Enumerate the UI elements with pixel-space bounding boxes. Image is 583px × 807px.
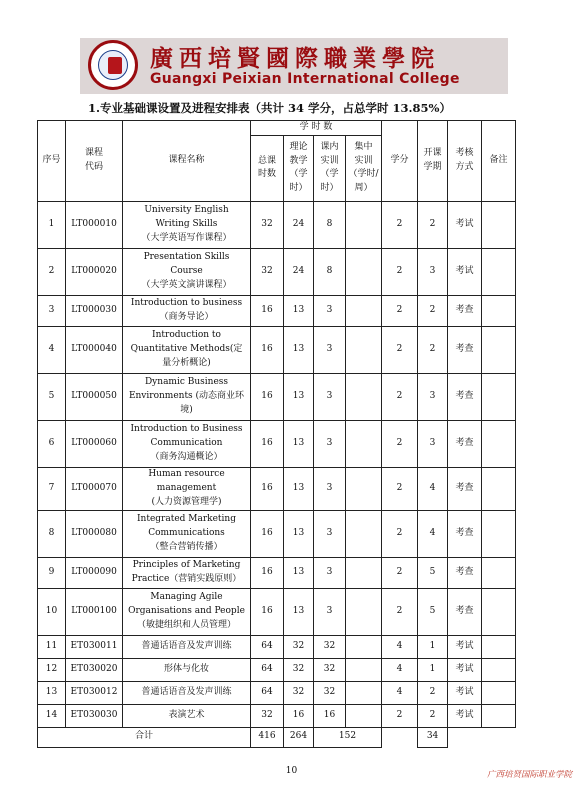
header-term: 开课 学期 [418,121,448,202]
cell-theory: 13 [284,557,314,588]
cell-code: LT000010 [66,201,123,248]
cell-intensive [346,373,382,420]
cell-credit: 2 [382,326,418,373]
header-remark: 备注 [482,121,516,202]
cell-seq: 8 [38,510,66,557]
cell-intensive [346,201,382,248]
table-row [38,248,545,295]
cell-practice: 32 [314,635,346,658]
cell-name: Dynamic Business Environments (动态商业环 境) [123,373,251,420]
cell-theory: 13 [284,420,314,467]
cell-practice: 8 [314,201,346,248]
cell-seq: 12 [38,658,66,681]
cell-total: 16 [251,557,284,588]
cell-practice: 3 [314,510,346,557]
totals-intensive-empty [382,727,418,747]
cell-theory: 13 [284,467,314,510]
footer-college-logo: 广西培贤国际职业学院 [486,770,572,780]
cell-total: 64 [251,681,284,704]
cell-credit: 2 [382,248,418,295]
cell-theory: 32 [284,681,314,704]
table-row [38,373,545,420]
cell-practice: 3 [314,295,346,326]
cell-practice: 16 [314,704,346,727]
cell-practice: 3 [314,557,346,588]
cell-total: 32 [251,248,284,295]
cell-exam: 考查 [448,295,482,326]
cell-seq: 2 [38,248,66,295]
cell-term: 2 [418,326,448,373]
cell-remark [482,588,516,635]
header-total: 总课 时数 [251,135,284,201]
cell-intensive [346,557,382,588]
cell-credit: 4 [382,635,418,658]
cell-credit: 2 [382,588,418,635]
cell-credit: 2 [382,557,418,588]
cell-theory: 13 [284,326,314,373]
cell-code: LT000090 [66,557,123,588]
cell-total: 16 [251,326,284,373]
table-row [38,420,545,467]
cell-code: ET030012 [66,681,123,704]
totals-credit: 34 [418,727,448,747]
cell-remark [482,373,516,420]
table-row [38,201,545,248]
cell-term: 2 [418,681,448,704]
cell-total: 64 [251,658,284,681]
cell-seq: 1 [38,201,66,248]
header-code: 课程 代码 [66,121,123,202]
cell-seq: 7 [38,467,66,510]
header-seq: 序号 [38,121,66,202]
cell-name: Integrated Marketing Communications （整合营销传播） [123,510,251,557]
cell-intensive [346,658,382,681]
cell-code: LT000080 [66,510,123,557]
header-name: 课程名称 [123,121,251,202]
cell-code: ET030030 [66,704,123,727]
cell-intensive [346,510,382,557]
cell-total: 16 [251,467,284,510]
table-row [38,635,545,658]
cell-code: ET030011 [66,635,123,658]
cell-intensive [346,635,382,658]
cell-remark [482,420,516,467]
cell-credit: 2 [382,201,418,248]
cell-name: 形体与化妆 [123,658,251,681]
cell-name: Managing Agile Organisations and People （敏捷组织和人员管理） [123,588,251,635]
cell-intensive [346,704,382,727]
cell-name: Human resource management (人力资源管理学) [123,467,251,510]
totals-row [38,727,545,747]
cell-exam: 考查 [448,557,482,588]
header-hours-group: 学 时 数 [251,121,382,136]
cell-name: Introduction to business （商务导论） [123,295,251,326]
cell-theory: 13 [284,510,314,557]
cell-theory: 24 [284,201,314,248]
cell-theory: 32 [284,635,314,658]
cell-exam: 考试 [448,658,482,681]
cell-remark [482,658,516,681]
totals-hours: 416 [251,727,284,747]
table-row [38,681,545,704]
cell-credit: 4 [382,681,418,704]
cell-intensive [346,420,382,467]
cell-total: 16 [251,588,284,635]
cell-exam: 考查 [448,588,482,635]
cell-code: ET030020 [66,658,123,681]
header-exam: 考核 方式 [448,121,482,202]
cell-exam: 考试 [448,704,482,727]
table-row [38,467,545,510]
table-row [38,557,545,588]
cell-practice: 32 [314,681,346,704]
cell-theory: 24 [284,248,314,295]
cell-name: 普通话语音及发声训练 [123,635,251,658]
college-english-name: Guangxi Peixian International College [150,71,460,87]
cell-exam: 考查 [448,510,482,557]
cell-remark [482,704,516,727]
cell-code: LT000070 [66,467,123,510]
cell-term: 2 [418,201,448,248]
table-row [38,326,545,373]
cell-term: 3 [418,420,448,467]
cell-intensive [346,467,382,510]
cell-code: LT000040 [66,326,123,373]
cell-credit: 2 [382,510,418,557]
header-intensive: 集中 实训 （学时/ 周） [346,135,382,201]
cell-remark [482,557,516,588]
cell-code: LT000030 [66,295,123,326]
cell-practice: 32 [314,658,346,681]
cell-total: 16 [251,510,284,557]
cell-term: 3 [418,248,448,295]
cell-term: 4 [418,467,448,510]
cell-total: 16 [251,295,284,326]
table-row [38,588,545,635]
cell-term: 2 [418,295,448,326]
cell-total: 32 [251,201,284,248]
cell-practice: 3 [314,326,346,373]
cell-code: LT000020 [66,248,123,295]
cell-practice: 3 [314,588,346,635]
cell-seq: 3 [38,295,66,326]
cell-code: LT000100 [66,588,123,635]
cell-total: 64 [251,635,284,658]
cell-remark [482,510,516,557]
cell-remark [482,248,516,295]
college-seal-logo [88,40,138,90]
cell-seq: 10 [38,588,66,635]
cell-remark [482,467,516,510]
section-title: 1.专业基础课设置及进程安排表（共计 34 学分，占总学时 13.85%） [88,101,451,115]
cell-credit: 2 [382,373,418,420]
cell-remark [482,201,516,248]
totals-label: 合计 [38,727,251,747]
cell-name: 表演艺术 [123,704,251,727]
cell-intensive [346,588,382,635]
college-banner [80,38,508,94]
totals-practice: 152 [314,727,382,747]
cell-name: University English Writing Skills （大学英语写作课程） [123,201,251,248]
cell-remark [482,326,516,373]
cell-total: 16 [251,373,284,420]
cell-remark [482,295,516,326]
cell-practice: 8 [314,248,346,295]
cell-seq: 11 [38,635,66,658]
cell-seq: 4 [38,326,66,373]
cell-exam: 考查 [448,373,482,420]
cell-total: 16 [251,420,284,467]
cell-seq: 9 [38,557,66,588]
cell-practice: 3 [314,373,346,420]
cell-name: Presentation Skills Course （大学英文演讲课程） [123,248,251,295]
cell-exam: 考试 [448,635,482,658]
table-row [38,510,545,557]
cell-intensive [346,248,382,295]
cell-credit: 2 [382,704,418,727]
totals-theory: 264 [284,727,314,747]
cell-exam: 考查 [448,467,482,510]
cell-credit: 2 [382,420,418,467]
cell-code: LT000050 [66,373,123,420]
cell-credit: 4 [382,658,418,681]
cell-intensive [346,681,382,704]
cell-term: 1 [418,635,448,658]
cell-practice: 3 [314,467,346,510]
cell-practice: 3 [314,420,346,467]
cell-intensive [346,326,382,373]
cell-exam: 考试 [448,681,482,704]
header-credit: 学分 [382,121,418,202]
cell-exam: 考查 [448,326,482,373]
cell-remark [482,681,516,704]
book-icon [108,57,122,74]
cell-term: 4 [418,510,448,557]
cell-theory: 13 [284,373,314,420]
cell-term: 5 [418,557,448,588]
cell-name: Introduction to Quantitative Methods(定 量分析概论) [123,326,251,373]
page-number: 10 [285,766,298,776]
cell-seq: 6 [38,420,66,467]
table-row [38,658,545,681]
cell-theory: 13 [284,295,314,326]
cell-theory: 13 [284,588,314,635]
cell-exam: 考查 [448,420,482,467]
table-row [38,704,545,727]
cell-name: Introduction to Business Communication （商务沟通概论） [123,420,251,467]
cell-term: 1 [418,658,448,681]
cell-credit: 2 [382,295,418,326]
table-row [38,295,545,326]
cell-name: Principles of Marketing Practice（营销实践原则） [123,557,251,588]
cell-seq: 14 [38,704,66,727]
cell-seq: 13 [38,681,66,704]
cell-exam: 考试 [448,201,482,248]
cell-exam: 考试 [448,248,482,295]
cell-term: 5 [418,588,448,635]
cell-intensive [346,295,382,326]
cell-credit: 2 [382,467,418,510]
cell-seq: 5 [38,373,66,420]
cell-remark [482,635,516,658]
cell-theory: 16 [284,704,314,727]
cell-code: LT000060 [66,420,123,467]
header-practice: 课内 实训 （学 时） [314,135,346,201]
cell-theory: 32 [284,658,314,681]
cell-name: 普通话语音及发声训练 [123,681,251,704]
cell-term: 2 [418,704,448,727]
cell-term: 3 [418,373,448,420]
cell-total: 32 [251,704,284,727]
course-table [37,120,545,748]
header-theory: 理论 教学 （学 时） [284,135,314,201]
college-chinese-name: 廣西培賢國際職業學院 [150,45,440,72]
